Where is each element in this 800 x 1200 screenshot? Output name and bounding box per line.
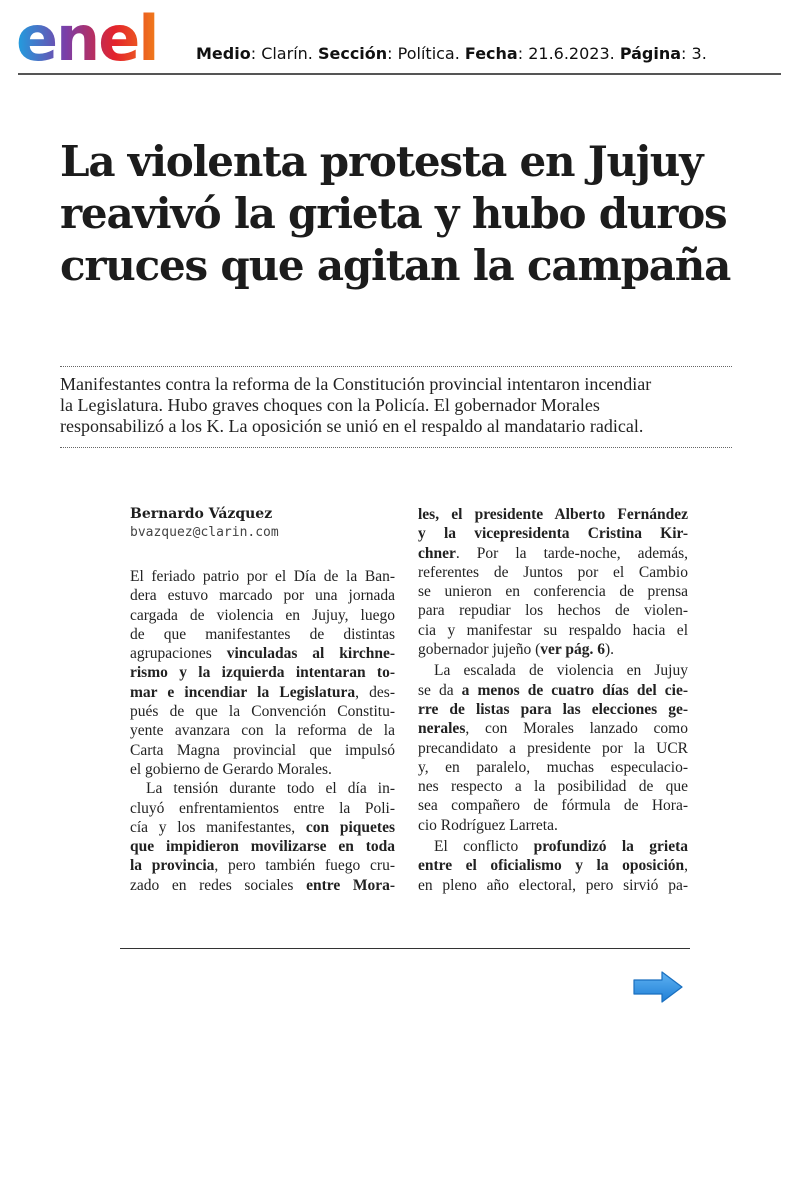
body-text: cía y los manifestantes, — [130, 818, 306, 836]
fecha-label: Fecha — [464, 44, 518, 63]
byline — [130, 505, 279, 543]
body-text: el gobierno de Gerardo Morales. — [130, 760, 332, 778]
body-text: cluyó enfrentamientos entre la Poli- — [130, 799, 395, 817]
bold-text: les, el presidente Alberto Fernández — [418, 506, 688, 523]
body-text: . Por la tarde-noche, además, — [455, 544, 688, 562]
body-text: referentes de Juntos por el Cambio — [418, 563, 688, 581]
body-text: precandidato a presidente por la UCR — [418, 739, 688, 757]
article-meta: Medio: Clarín. Sección: Política. Fecha: 21.6.2023. Página: 3. — [196, 44, 707, 63]
medio-label: Medio — [196, 44, 251, 63]
pagina-label: Página — [619, 44, 682, 63]
article-line — [418, 816, 688, 835]
article-line — [418, 837, 688, 856]
body-text: La tensión durante todo el día in- — [146, 780, 395, 798]
body-text: La escalada de violencia en Jujuy — [434, 662, 688, 680]
bold-text: vinculadas al kirchne- — [226, 645, 395, 663]
article-line — [130, 663, 395, 682]
body-text: dera estuvo marcado por una jornada — [130, 587, 395, 605]
summary-line: responsabilizó a los K. La oposición se unió en el respaldo al mandatario radical. — [60, 416, 644, 436]
bold-text: ver pág. 6 — [540, 641, 605, 659]
article-line — [130, 721, 395, 740]
article-line — [418, 758, 688, 777]
article-line — [130, 606, 395, 625]
seccion-label: Sección — [317, 44, 388, 63]
medio-value: Clarín. — [261, 44, 313, 63]
article-line — [130, 818, 395, 837]
body-text: nes respecto a la posibilidad de que — [418, 778, 688, 796]
author-name: Bernardo Vázquez — [130, 506, 273, 522]
article-line — [418, 719, 688, 738]
article-line — [418, 582, 688, 601]
article-line — [418, 524, 688, 543]
body-text: yente avanzara con la reforma de la — [130, 722, 395, 740]
body-text: pués de que la Convención Constitu- — [130, 703, 395, 721]
article-line — [418, 700, 688, 719]
bold-text: a menos de cuatro días del cie- — [461, 681, 688, 699]
headline-line: La violenta protesta en Jujuy — [60, 137, 703, 186]
body-text: , pero también fuego cru- — [214, 857, 396, 875]
author-email[interactable]: bvazquez@clarin.com — [130, 525, 279, 540]
bold-text: entre Mora- — [306, 876, 395, 894]
body-text: sea compañero de fórmula de Hora- — [418, 797, 688, 815]
body-text: se unieron en conferencia de prensa — [418, 583, 688, 601]
body-text: se da — [418, 681, 462, 699]
arrow-right-icon[interactable] — [632, 970, 684, 1004]
body-text: cargada de violencia en Jujuy, luego — [130, 606, 395, 624]
article-line — [418, 505, 688, 524]
summary-line: la Legislatura. Hubo graves choques con la Policía. El gobernador Morales — [60, 395, 600, 415]
pagina-value: 3. — [691, 44, 707, 63]
bold-text: con piquetes — [305, 818, 396, 836]
bold-text: entre el oficialismo y la oposición — [418, 857, 685, 875]
summary-top-divider — [60, 366, 732, 367]
page-header — [0, 0, 800, 80]
headline-line: reavivó la grieta y hubo duros — [60, 189, 727, 238]
article-line — [130, 856, 395, 875]
bold-text: que impidieron movilizarse en toda — [130, 838, 395, 856]
bold-text: nerales — [418, 720, 466, 738]
summary-bottom-divider — [60, 447, 732, 448]
enel-logo-text: enel — [16, 8, 158, 68]
article-line — [130, 567, 395, 586]
article-line — [130, 741, 395, 760]
bold-text: rismo y la izquierda intentaran to- — [130, 664, 395, 682]
article-line — [418, 601, 688, 620]
article-line — [130, 702, 395, 721]
article-line — [418, 876, 688, 895]
enel-logo — [16, 8, 181, 68]
body-text: de que manifestantes de distintas — [130, 625, 395, 643]
body-text: en pleno año electoral, pero sirvió pa- — [418, 876, 688, 894]
article-line — [130, 760, 395, 779]
body-text: para repudiar los hechos de violen- — [418, 602, 688, 620]
body-text: , con Morales lanzado como — [465, 720, 688, 738]
body-text: , — [684, 857, 688, 875]
article-line — [418, 544, 688, 563]
body-text: agrupaciones — [130, 645, 227, 663]
article-line — [418, 856, 688, 875]
bold-text: rre de listas para las elecciones ge- — [418, 700, 688, 718]
article-line — [130, 625, 395, 644]
article-line — [418, 640, 688, 659]
article-line — [418, 796, 688, 815]
bold-text: y la vicepresidenta Cristina Kir- — [418, 525, 688, 543]
body-text: cia y manifestar su respaldo hacia el — [418, 621, 688, 639]
article-column-left — [130, 567, 395, 895]
article-line — [130, 837, 395, 856]
article-column-right — [418, 505, 688, 895]
fecha-value: 21.6.2023. — [528, 44, 615, 63]
bold-text: la provincia — [130, 857, 215, 875]
article-line — [418, 621, 688, 640]
article-headline — [60, 136, 760, 292]
article-line — [418, 563, 688, 582]
body-text: Carta Magna provincial que impulsó — [130, 741, 395, 759]
body-text: gobernador jujeño ( — [418, 641, 541, 659]
body-text: cio Rodríguez Larreta. — [418, 816, 558, 834]
article-line — [418, 661, 688, 680]
article-line — [418, 739, 688, 758]
body-text: El feriado patrio por el Día de la Ban- — [130, 568, 395, 585]
bold-text: profundizó la grieta — [533, 838, 688, 856]
article-bottom-divider — [120, 948, 690, 949]
body-text: , des- — [355, 683, 396, 701]
article-summary — [60, 374, 740, 437]
article-line — [130, 876, 395, 895]
article-line — [130, 644, 395, 663]
body-text: y, en paralelo, muchas especulacio- — [418, 758, 688, 776]
article-line — [418, 681, 688, 700]
article-line — [130, 586, 395, 605]
article-line — [418, 777, 688, 796]
bold-text: chner — [418, 544, 456, 562]
summary-line: Manifestantes contra la reforma de la Constitución provincial intentaron incendiar — [60, 374, 652, 394]
body-text: ). — [604, 641, 615, 659]
article-line — [130, 799, 395, 818]
body-text: zado en redes sociales — [130, 876, 307, 894]
seccion-value: Política. — [397, 44, 460, 63]
article-line — [130, 779, 395, 798]
header-divider — [18, 73, 781, 75]
bold-text: mar e incendiar la Legislatura — [130, 683, 356, 701]
headline-line: cruces que agitan la campaña — [60, 241, 731, 290]
body-text: El conflicto — [434, 838, 534, 856]
article-line — [130, 683, 395, 702]
